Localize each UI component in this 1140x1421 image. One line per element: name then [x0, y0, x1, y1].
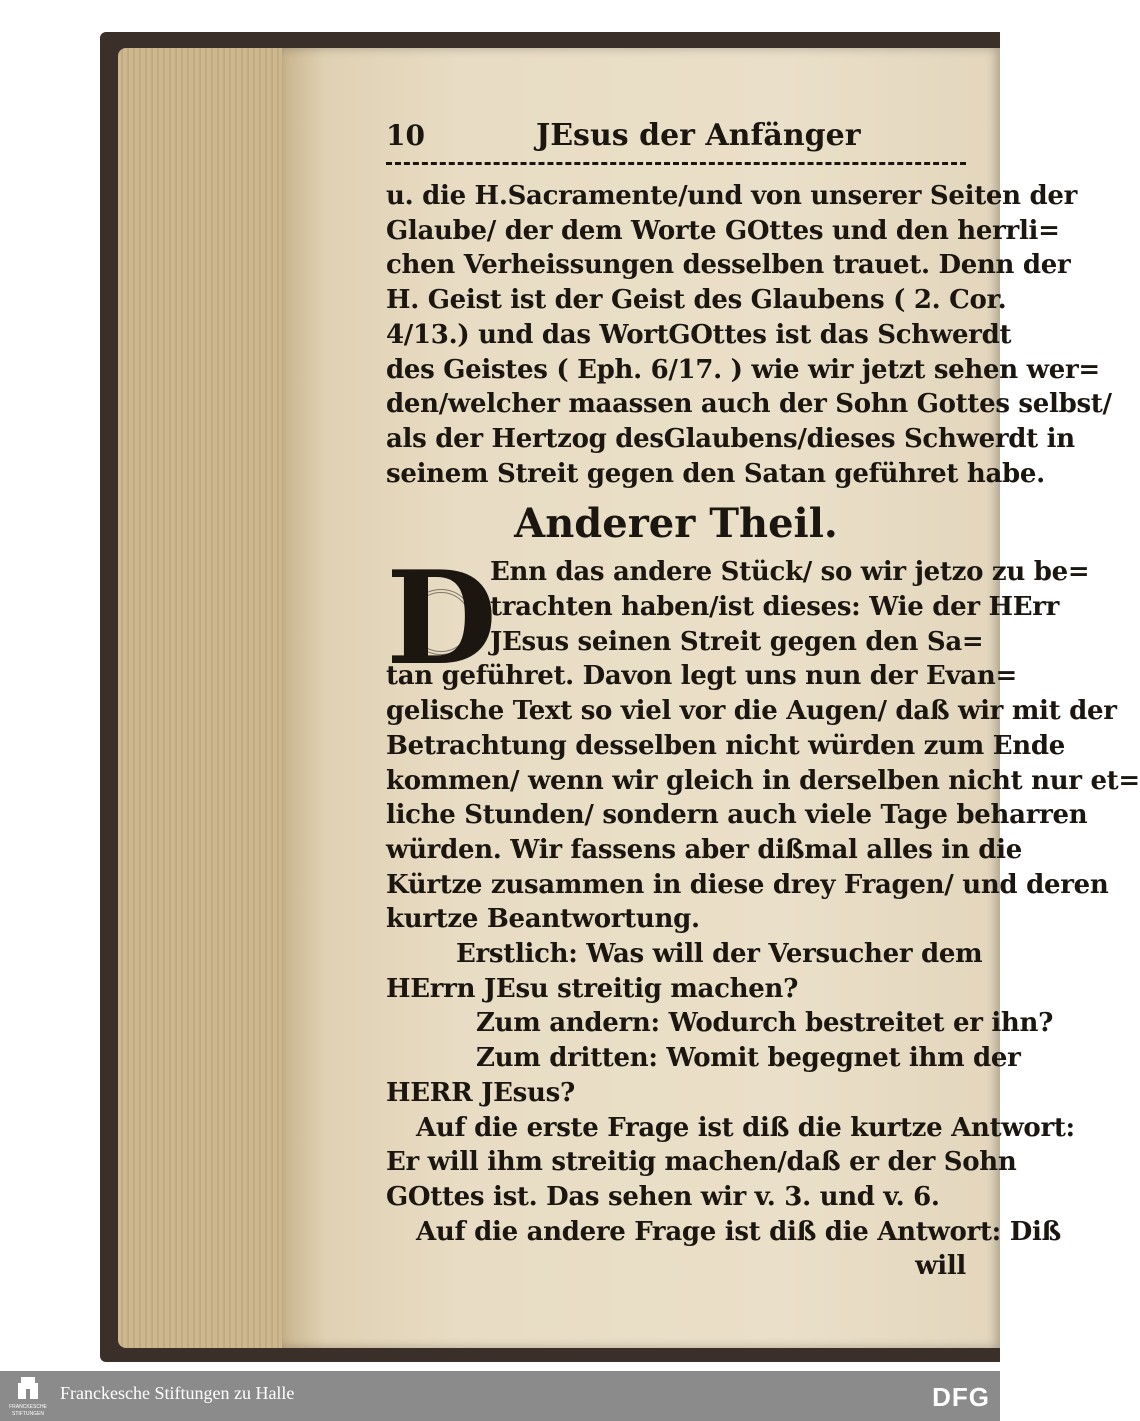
question-line: Erstlich: Was will der Versucher dem	[456, 939, 983, 970]
logo-caption-top: FRANCKESCHE	[9, 1404, 47, 1410]
text-line: seinem Streit gegen den Satan geführet habe.	[386, 458, 1045, 489]
text-line: den/welcher maassen auch der Sohn Gottes selbst/	[386, 389, 1112, 420]
page-header	[386, 118, 966, 162]
institution-name[interactable]: Franckesche Stiftungen zu Halle	[60, 1383, 295, 1403]
text-line: tan geführet. Davon legt uns nun der Evan=	[386, 661, 1017, 692]
question-line: HERR JEsus?	[386, 1077, 575, 1108]
text-line: trachten haben/ist dieses: Wie der HErr	[490, 592, 1060, 623]
question-line: Zum andern: Wodurch bestreitet er ihn?	[476, 1008, 1054, 1039]
text-line: Betrachtung desselben nicht würden zum Ende	[386, 730, 1065, 761]
text-line: Kürtze zusammen in diese drey Fragen/ und deren	[386, 869, 1109, 900]
answer-line: Er will ihm streitig machen/daß er der Sohn	[386, 1147, 1017, 1178]
text-line: kommen/ wenn wir gleich in derselben nicht nur et=	[386, 765, 1140, 796]
catchword: will	[915, 1251, 966, 1282]
text-line: u. die H.Sacramente/und von unserer Seiten der	[386, 181, 1078, 211]
drop-cap-initial: D	[386, 544, 497, 695]
text-line: JEsus seinen Streit gegen den Sa=	[490, 626, 984, 657]
text-line: 4/13.) und das WortGOttes ist das Schwerdt	[386, 319, 1012, 350]
answer-line: GOttes ist. Das sehen wir v. 3. und v. 6.	[386, 1181, 940, 1212]
text-line: Enn das andere Stück/ so wir jetzo zu be=	[490, 557, 1090, 588]
institution-logo-icon	[10, 1375, 46, 1417]
institution-logo[interactable]	[10, 1375, 46, 1417]
text-line: H. Geist ist der Geist des Glaubens ( 2. Cor.	[386, 285, 1007, 316]
running-title: JEsus der Anfänger	[536, 118, 861, 153]
text-line: Glaube/ der dem Worte GOttes und den herrli=	[386, 215, 1060, 246]
page-fore-edge	[118, 48, 298, 1348]
section-heading: Anderer Theil.	[514, 500, 838, 548]
text-line: gelische Text so viel vor die Augen/ daß wir mit der	[386, 696, 1117, 727]
logo-caption-bottom: STIFTUNGEN	[12, 1411, 44, 1417]
dfg-logo[interactable]: DFG	[932, 1382, 990, 1412]
text-line: des Geistes ( Eph. 6/17. ) wie wir jetzt sehen wer=	[386, 354, 1100, 385]
question-line: Zum dritten: Womit begegnet ihm der	[476, 1043, 1021, 1074]
answer-line: Auf die andere Frage ist diß die Antwort: Diß	[416, 1216, 1061, 1247]
answer-line: Auf die erste Frage ist diß die kurtze Antwort:	[416, 1112, 1075, 1143]
text-line: kurtze Beantwortung.	[386, 904, 700, 935]
text-line: chen Verheissungen desselben trauet. Denn der	[386, 250, 1071, 281]
header-rule	[386, 162, 966, 173]
page-number: 10	[386, 119, 425, 152]
text-line: liche Stunden/ sondern auch viele Tage beharren	[386, 800, 1088, 831]
text-line: würden. Wir fassens aber dißmal alles in die	[386, 834, 1023, 865]
text-block	[386, 118, 1140, 1284]
question-line: HErrn JEsu streitig machen?	[386, 973, 799, 1004]
text-line: als der Hertzog desGlaubens/dieses Schwerdt in	[386, 423, 1075, 454]
viewer-footer	[0, 1371, 1000, 1421]
